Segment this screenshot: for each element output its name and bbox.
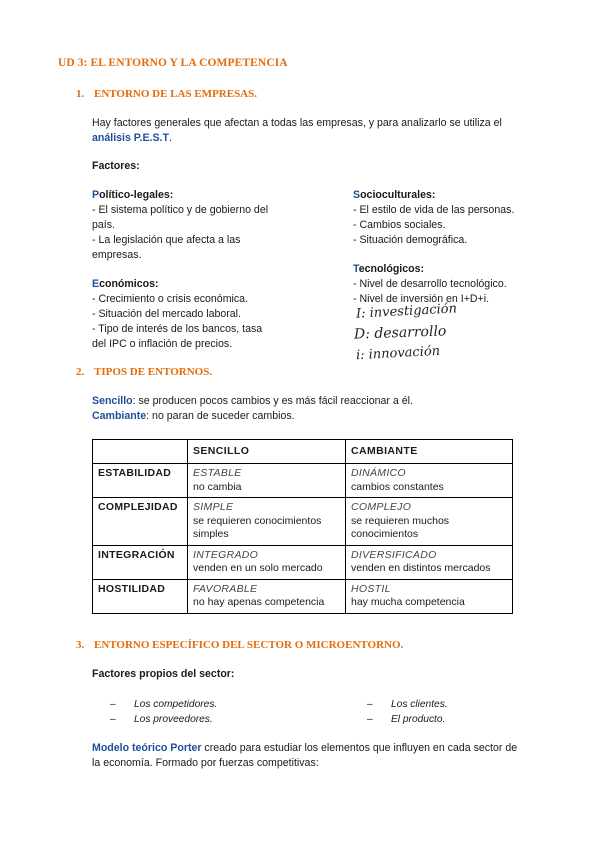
entornos-table bbox=[92, 439, 513, 614]
section-3-number: 3. bbox=[76, 639, 85, 651]
list-item-text: Los competidores. bbox=[134, 699, 218, 710]
sencillo-definition bbox=[92, 394, 532, 409]
row-label: ESTABILIDAD bbox=[93, 464, 188, 498]
factores-label: Factores: bbox=[92, 160, 140, 172]
section-3-title: ENTORNO ESPECÍFICO DEL SECTOR O MICROENTORNO. bbox=[94, 639, 404, 651]
sencillo-term: Sencillo bbox=[92, 395, 133, 407]
tecnologicos-line: - Nivel de inversión en I+D+i. bbox=[353, 293, 490, 305]
dash-bullet: – bbox=[367, 714, 373, 725]
politico-block bbox=[92, 188, 302, 263]
porter-text-2: la economía. Formado por fuerzas competitivas: bbox=[92, 757, 319, 769]
handwritten-note-innovacion: i: innovación bbox=[355, 343, 441, 364]
cell-desc: se requieren conocimientos simples bbox=[193, 514, 322, 540]
sector-list-right bbox=[367, 697, 448, 727]
cell-desc: se requieren muchos conocimientos bbox=[351, 514, 450, 540]
row-label: HOSTILIDAD bbox=[93, 579, 188, 613]
section-2-number: 2. bbox=[76, 366, 85, 378]
pest-intro-end: . bbox=[168, 132, 172, 144]
table-cell bbox=[188, 579, 346, 613]
tecnologicos-block bbox=[353, 262, 553, 307]
factores-sector-label: Factores propios del sector: bbox=[92, 668, 235, 680]
cambiante-text: : no paran de suceder cambios. bbox=[146, 410, 295, 422]
politico-title-rest: olítico-legales: bbox=[99, 189, 174, 201]
table-cell bbox=[346, 545, 513, 579]
dash-bullet: – bbox=[367, 699, 373, 710]
politico-line: - La legislación que afecta a las bbox=[92, 234, 241, 246]
list-item bbox=[367, 697, 448, 712]
table-cell bbox=[346, 579, 513, 613]
table-header-row bbox=[93, 440, 513, 464]
cell-term: DIVERSIFICADO bbox=[351, 548, 437, 561]
table-header-cell: CAMBIANTE bbox=[346, 440, 513, 464]
economicos-title bbox=[92, 277, 302, 292]
section-1-number: 1. bbox=[76, 88, 85, 100]
table-cell bbox=[346, 498, 513, 546]
list-item-text: El producto. bbox=[391, 714, 446, 725]
list-item-text: Los clientes. bbox=[391, 699, 448, 710]
cell-term: ESTABLE bbox=[193, 467, 242, 479]
tecnologicos-line: - Nivel de desarrollo tecnológico. bbox=[353, 278, 507, 290]
economicos-line: del IPC o inflación de precios. bbox=[92, 338, 233, 350]
politico-line: - El sistema político y de gobierno del bbox=[92, 204, 269, 216]
porter-term: Modelo teórico Porter bbox=[92, 742, 202, 754]
economicos-title-rest: conómicos: bbox=[99, 278, 159, 290]
section-1-heading bbox=[76, 88, 257, 100]
tecnologicos-cap: T bbox=[353, 263, 359, 275]
economicos-line: - Tipo de interés de los bancos, tasa bbox=[92, 323, 263, 335]
politico-title bbox=[92, 188, 302, 203]
table-cell bbox=[188, 545, 346, 579]
section-1-title: ENTORNO DE LAS EMPRESAS. bbox=[94, 88, 257, 100]
page-title: UD 3: EL ENTORNO Y LA COMPETENCIA bbox=[58, 57, 288, 69]
socioculturales-block bbox=[353, 188, 553, 248]
cell-desc: hay mucha competencia bbox=[351, 596, 465, 608]
economicos-line: - Situación del mercado laboral. bbox=[92, 308, 241, 320]
table-cell bbox=[188, 464, 346, 498]
dash-bullet: – bbox=[110, 714, 116, 725]
cell-desc: venden en distintos mercados bbox=[351, 562, 491, 574]
sector-list-left bbox=[110, 697, 217, 727]
list-item bbox=[110, 712, 217, 727]
list-item bbox=[367, 712, 448, 727]
cell-term: COMPLEJO bbox=[351, 501, 412, 513]
socioculturales-line: - El estilo de vida de las personas. bbox=[353, 204, 515, 216]
section-2-title: TIPOS DE ENTORNOS. bbox=[94, 366, 213, 378]
economicos-block bbox=[92, 277, 302, 352]
socioculturales-title-rest: ocioculturales: bbox=[360, 189, 436, 201]
economicos-line: - Crecimiento o crisis económica. bbox=[92, 293, 249, 305]
porter-text-1: creado para estudiar los elementos que influyen en cada sector de bbox=[201, 742, 518, 754]
table-row bbox=[93, 498, 513, 546]
handwritten-note-desarrollo: D: desarrollo bbox=[353, 323, 447, 343]
pest-intro-text: Hay factores generales que afectan a todas las empresas, y para analizarlo se utiliza el bbox=[92, 117, 502, 129]
cell-term: DINÁMICO bbox=[351, 467, 406, 479]
politico-line: país. bbox=[92, 219, 115, 231]
table-row bbox=[93, 579, 513, 613]
porter-paragraph bbox=[92, 741, 542, 771]
sencillo-text: : se producen pocos cambios y es más fácil reaccionar a él. bbox=[132, 395, 413, 407]
table-cell bbox=[188, 498, 346, 546]
list-item bbox=[110, 697, 217, 712]
pest-intro bbox=[92, 116, 532, 146]
socioculturales-line: - Cambios sociales. bbox=[353, 219, 446, 231]
table-row bbox=[93, 545, 513, 579]
list-item-text: Los proveedores. bbox=[134, 714, 213, 725]
cell-desc: no hay apenas competencia bbox=[193, 596, 325, 608]
cell-term: HOSTIL bbox=[351, 582, 391, 595]
cell-term: SIMPLE bbox=[193, 501, 234, 513]
socioculturales-cap: S bbox=[353, 189, 361, 201]
tecnologicos-title bbox=[353, 262, 553, 277]
cell-term: FAVORABLE bbox=[193, 582, 258, 595]
section-3-heading bbox=[76, 639, 403, 651]
dash-bullet: – bbox=[110, 699, 116, 710]
cell-desc: cambios constantes bbox=[351, 480, 444, 493]
section-2-heading bbox=[76, 366, 212, 378]
socioculturales-line: - Situación demográfica. bbox=[353, 234, 468, 246]
entorno-definitions bbox=[92, 394, 532, 424]
cell-desc: no cambia bbox=[193, 480, 242, 493]
row-label: INTEGRACIÓN bbox=[93, 545, 188, 579]
politico-cap: P bbox=[92, 189, 100, 201]
politico-line: empresas. bbox=[92, 249, 142, 261]
table-header-cell: SENCILLO bbox=[188, 440, 346, 464]
pest-analysis-term: análisis P.E.S.T bbox=[92, 132, 169, 144]
handwritten-note-investigacion: I: investigación bbox=[355, 301, 458, 322]
table-cell bbox=[346, 464, 513, 498]
table-header-cell bbox=[93, 440, 188, 464]
socioculturales-title bbox=[353, 188, 553, 203]
cell-desc: venden en un solo mercado bbox=[193, 562, 323, 574]
economicos-cap: E bbox=[92, 278, 100, 290]
cambiante-term: Cambiante bbox=[92, 410, 147, 422]
cambiante-definition bbox=[92, 409, 532, 424]
cell-term: INTEGRADO bbox=[193, 548, 259, 561]
table-row bbox=[93, 464, 513, 498]
row-label: COMPLEJIDAD bbox=[93, 498, 188, 546]
tecnologicos-title-rest: ecnológicos: bbox=[358, 263, 425, 275]
